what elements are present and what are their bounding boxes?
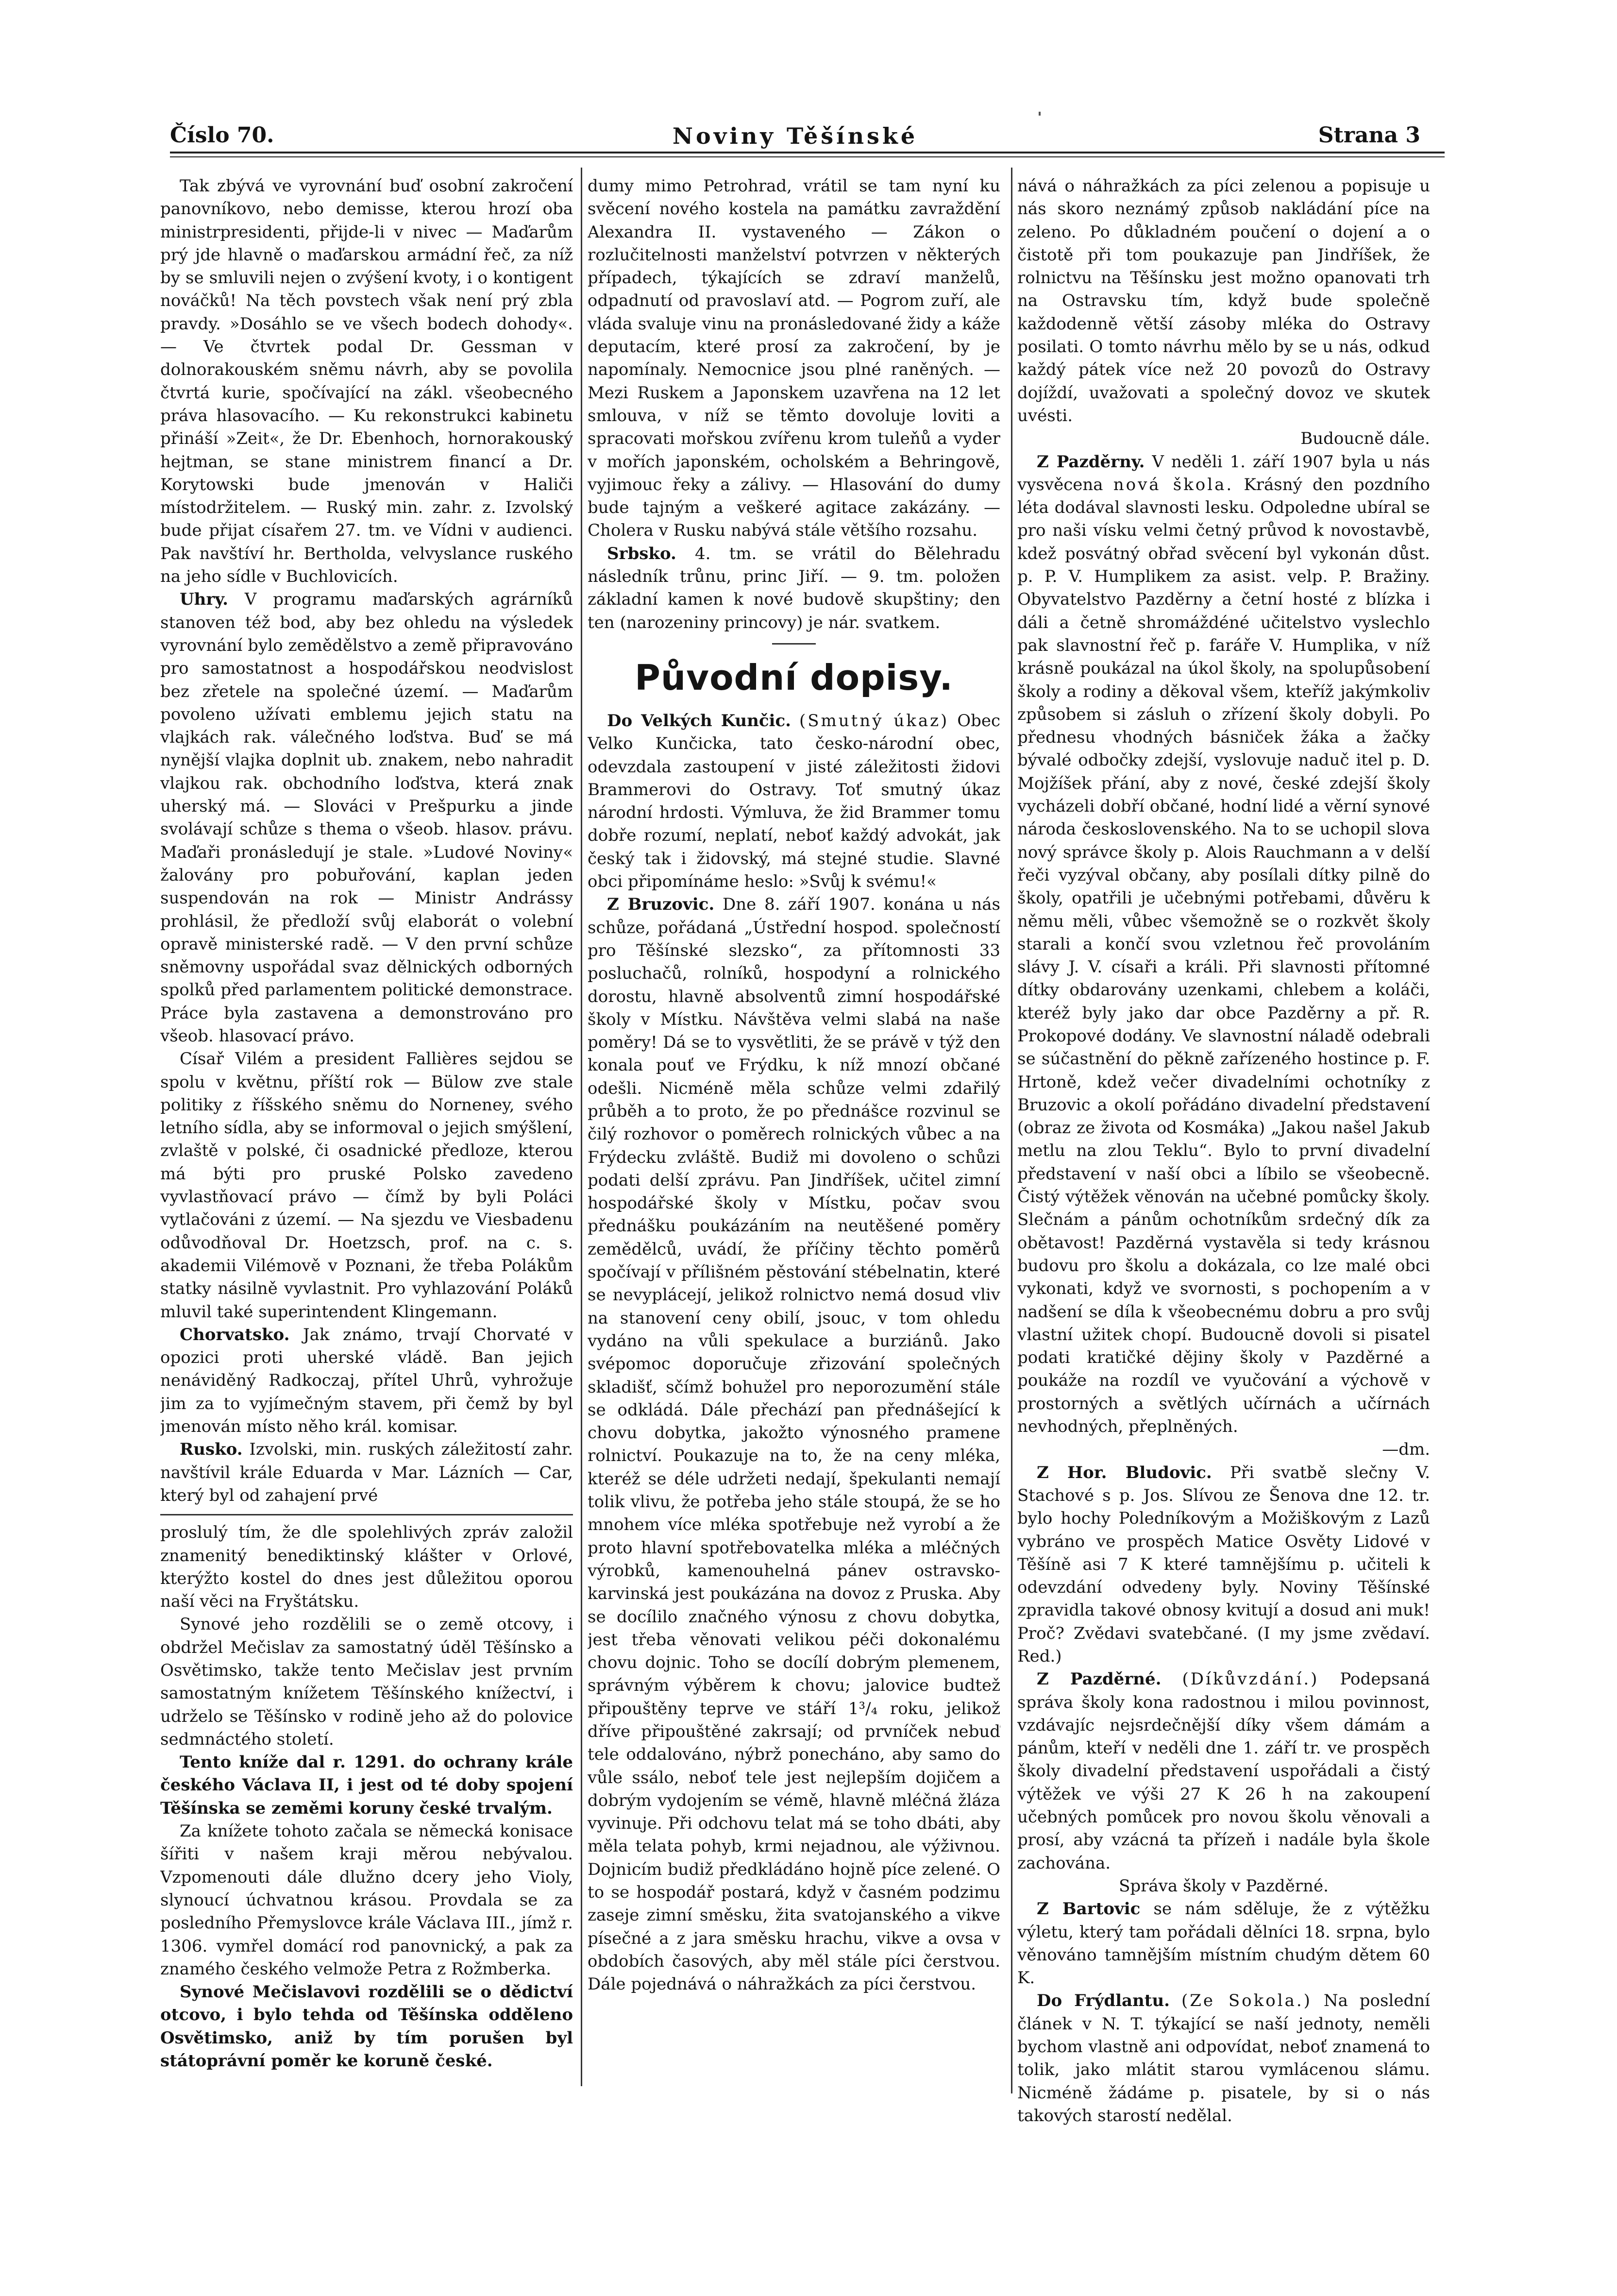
section-title: Původní dopisy. (635, 657, 953, 698)
pazderne-lead: Z Pazděrné. (1037, 1669, 1162, 1689)
column-3 (1017, 175, 1430, 2127)
history-paragraph-bold: Tento kníže dal r. 1291. do ochrany krále českého Václava II, i jest od té doby spojení Těšínska se zeměmi koruny české trvalým. (160, 1752, 573, 1818)
croatia-paragraph (160, 1324, 573, 1438)
bruzovice-paragraph (588, 893, 1000, 1996)
page-number: Strana 3 (1318, 123, 1420, 148)
hungary-text: V programu maďarských agrárníků stanoven též bod, aby bez ohledu na výsledek vyrovnání bylo zemědělstvo a země připravováno pro samostatnost a hospodářskou neodvislost bez zřetele na společné území. — Maďarům povoleno užívati emblemu jejich statu na vlajkách rak. válečného loďstva. Buď se má nynější vlajka doplnit ub. znakem, nebo nahradit vlajkou rak. obchodního loďstva, která znak uherský má. — Slováci v Prešpurku a jinde svolávají schůze s thema o všeob. hlasov. právu. Maďaři pronásledují je stale. »Ludové Noviny« žalovány pro pobuřování, kaplan jeden suspendován na rok — Ministr Andrássy prohlásil, že předloží svůj elaborát o volební opravě ministerské radě. — V den první schůze sněmovny uspořádal svaz dělnických odborných spolků před parlamentem politické demonstrace. Práce byla zastavena a demonstrováno pro všeob. hlasovací právo. (160, 590, 573, 1046)
pazderne-text: Podepsaná správa školy kona radostnou i milou povinnost, vzdávajíc nejsrdečnější díky všem dámám a pánům, kteří v neděli dne 1. září tr. ve prospěch školy divadelní představení uspořádali a čistý výtěžek ve výši 27 K 26 h na zakoupení učebných pomůcek pro novou školu věnovali a prosí, aby vzácná ta přízeň i nadále byla škole zachována. (1017, 1669, 1430, 1873)
hungary-lead: Uhry. (180, 590, 228, 610)
history-paragraph-bold: Synové Mečislavovi rozdělili se o dědictví otcovo, i bylo tehda od Těšínska odděleno Osvětimsko, aniž by tím porušen byl státoprávní poměr ke koruně české. (160, 1982, 573, 2071)
serbia-lead: Srbsko. (607, 544, 676, 563)
pazderny-text-a: V neděli 1. září 1907 byla u nás vysvěcena (1017, 452, 1430, 494)
frydlant-text: Na poslední článek v N. T. týkající se naší jednoty, neměli bychom vlastně ani odpovídat, neboť znamená to tolik, jako mlátit starou vymlácenou slámu. Nicméně žádáme p. pisatele, by si o nás takových starostí nedělal. (1017, 1991, 1430, 2126)
column-divider (1011, 168, 1012, 2093)
pazderne-tag: (Díkůvzdání.) (1182, 1669, 1319, 1689)
header-rule (170, 152, 1445, 153)
column-divider (581, 168, 582, 2086)
politics-paragraph: Tak zbývá ve vyrovnání buď osobní zakročení panovníkovo, nebo demisse, kterou hrozí oba ministrpresidenti, přijde-li v nivec — Maďarům prý jde hlavně o maďarskou armádní řeč, za níž by se smluvili nejen o zvýšení kvoty, i o kontigent nováčků! Na těch povstech však není prý zbla pravdy. »Dosáhlo se ve všech bodech dohody«. — Ve čtvrtek podal Dr. Gessman v dolnorakouském sněmu návrh, aby se povolila čtvrtá kurie, spočívající na zákl. všeobecného práva hlasovacího. — Ku rekonstrukci kabinetu přináší »Zeit«, že Dr. Ebenhoch, hornorakouský hejtman, se stane ministrem financí a Dr. Korytowski bude jmenován v Haliči místodržitelem. — Ruský min. zahr. z. Izvolský bude přijat císařem 27. tm. ve Vídni v audienci. Pak navštíví hr. Bertholda, velvyslance ruského na jeho sídle v Buchlovicích. (160, 176, 573, 587)
section-separator (772, 643, 816, 645)
bruzovice-text: Dne 8. září 1907. konána u nás schůze, pořádaná „Ústřední hospod. společností pro Těšínské slezsko“, za přítomnosti 33 posluchačů, rolníků, hospodyní a rolnického dorostu, hlavně absolventů zimní hospodářské školy v Místku. Návštěva velmi slabá na naše poměry! Dá se to vysvětliti, že se právě v týž den konala pouť ve Frýdku, k níž mnozí občané odešli. Nicméně měla schůze velmi zdařilý průběh a to proto, že po přednášce rozvinul se čilý rozhovor o poměrech rolnických vůbec a na Frýdecku zvláště. Budiž mi dovoleno o schůzi podati delší zprávu. Pan Jindříšek, učitel zimní hospodářské školy v Místku, počav svou přednášku poukázáním na neutěšené poměry zemědělců, uvádí, že příčiny těchto poměrů spočívají v přílišném pěstování stébelnatin, které se nevyplácejí, jelikož rolnictvo nemá dosud vliv na stanovení ceny obilí, jsouc, v tom ohledu vydáno na vůli spekulace a burziánů. Jako svépomoc doporučuje zřizování společných skladišť, sčímž bohužel pro neporozumění stále se odkládá. Dále přechází pan přednášející k chovu dobytka, jakožto výnosného pramene rolnictví. Poukazuje na to, že na ceny mléka, kteréž se déle udržeti nedají, špekulanti nemají tolik vlivu, že potřeba jeho stále stoupá, že se ho mnohem více mléka spotřebuje než vyrobí a že proto hlavní spotřebovatelka mléka a mléčných výrobků, kamenouhelná pánev ostravsko-karvinská jest poukázána na dovoz z Pruska. Aby se docílilo značného výnosu z chovu dobytka, jest třeba věnovati velikou péči dokonalému chovu dojnic. Toho se docílí dobrým plemenem, správným výběrem k chovu; jalovice budtež připouštěny teprve ve stáří 1³/₄ roku, jelikož dříve připouštěné zakrsají; od prvníček nebuď tele oddalováno, nýbrž ponecháno, aby samo do vůle ssálo, neboť tele jest nejlepším dojičem a dobrým vydojením se vémě, hlavně mléčná žláza vyvinuje. Při odchovu telat má se toho dbáti, aby měla telata pohyb, krmi nejadnou, ale výživnou. Dojnicím budiž předkládáno hojně píce zelené. O to se hospodář postará, když v časném podzimu zaseje zimní směsku, žita svatojanského a vikve písečné a z jara směsku hrachu, vikve a ovsa v obdobích časových, aby měl stále píci čerstvou. Dále pojednává o náhražkách za píci čerstvou. (588, 895, 1000, 1994)
serbia-paragraph (588, 543, 1000, 634)
bludovic-text: Při svatbě slečny V. Stachové s p. Jos. Slívou ze Šenova dne 12. tr. bylo hochy Poledníkovým a Možiškovým z Lazů vybráno ve prospěch Matice Osvěty Lidové v Těšíně asi 7 K které tamnějšímu p. učiteli k odevzdání odvedeny byly. Noviny Těšínské zpravidla takové obnosy kvitují a dosud ani muk! Proč? Zvědavi svatebčané. (I my jsme zvědaví. Red.) (1017, 1463, 1430, 1666)
pazderny-text-c: Krásný den pozdního léta dodával slavnosti lesku. Odpoledne ubíral se pro naši vísku velmi četný průvod k novostavbě, kdež posvátný obřad svěcení byl vykonán důst. p. P. V. Humplikem za asist. velp. P. Bražiny. Obyvatelstvo Pazděrny a četní hosté z blízka i dáli a četně shromáždéné učitelstvo vyslechlo pak slavnostní řeč p. faráře V. Humplika, v níž krásně poukázal na úkol školy, na spolupůsobení školy a rodiny a děkoval všem, kteříž jakýmkoliv způsobem si zásluh o zřízení školy dobyli. Po přednesu vhodných básniček žáka a žačky bývalé odbočky zdejší, vyslovuje naduč itel p. D. Mojžíšek přání, aby z nové, české zdejší školy vycházeli dobří občané, hodní lidé a věrní synové národa československého. Na to se uchopil slova nový správce školy p. Alois Rauchmann a v delší řeči vyzýval občany, aby posílali dítky pilně do školy, opatřili je učebnými potřebami, důvěru k němu měli, vůbec všemožně se o rozkvět školy starali a končí svou vzletnou řeč provoláním slávy J. V. císaři a králi. Při slavnosti přítomné dítky obdarovány uzenkami, chlebem a koláči, kteréž byly jako dar obce Pazděrny a př. R. Prokopové dodány. Ve slavnostní náladě odebrali se súčastnění do pěkně zařízeného hostince p. F. Hrtoně, kdež večer divadelními ochotníky z Bruzovic a okolí pořádáno divadelní představení (obraz ze života od Kosmáka) „Jakou našel Jakub metlu na zlou Teklu“. Bylo to první divadelní představení v naší obci a líbilo se všeobecně. Čistý výtěžek věnován na učebné pomůcky školy. Slečnám a pánům ochotníkům srdečný dík za obětavost! Pazděrná vystavěla si tedy krásnou budovu pro školu a dokázala, co lze malé obci vykonati, když ve svornosti, s pochopením a v nadšení se díla k všeobecnému dobru a pro svůj vlastní užitek chopí. Budoucně dovoli si pisatel podati kratičké dějiny školy v Pazděrné a poukáže na rozdíl ve vyučování a výchově v prostorných a světlých učírnách a učírnách nevhodných, přeplněných. (1017, 475, 1430, 1437)
hungary-paragraph (160, 588, 573, 1048)
frydlant-lead: Do Frýdlantu. (1037, 1991, 1170, 2011)
pazderne-thanks-paragraph (1017, 1668, 1430, 1875)
history-paragraph: Synové jeho rozdělili se o země otcovy, i obdržel Mečislav za samostatný úděl Těšínsko a Osvětimsko, takže tento Mečislav jest prvním samostatným knížetem Těšínského knížectví, i udrželo se Těšínsko v rodině jeho až do polovice sedmnáctého století. (160, 1615, 573, 1749)
frydlant-tag: (Ze Sokola.) (1181, 1991, 1312, 2011)
page-header (170, 119, 1420, 153)
header-rule-thin (170, 156, 1445, 157)
serbia-text: 4. tm. se vrátil do Bělehradu následník trůnu, princ Jiří. — 9. tm. položen základní kamen k nové budově skupštiny; den ten (narozeniny princovy) je nár. svatkem. (588, 544, 1000, 632)
pazderny-school-paragraph (1017, 451, 1430, 1439)
history-paragraph: Za knížete tohoto začala se německá konisace šířiti v našem kraji měrou nebývalou. Vzpomenouti dále dlužno dcery jeho Violy, slynoucí úchvatnou krásou. Provdala se za posledního Přemyslovce krále Václava III., jímž r. 1306. vymřel domácí rod panovnický, a pak za znamého českého velmože Petra z Rožmberka. (160, 1821, 573, 1979)
bruzovice-lead: Z Bruzovic. (607, 895, 715, 915)
wilhelm-paragraph: Císař Vilém a president Fallières sejdou se spolu v květnu, příští rok — Bülow zve stale politiky z říšského sněmu do Norneney, svého letního sídla, aby se informoval o jejich smýšlení, zvlaště v polské, či osadnické předloze, kterou má býti pro pruské Polsko zavedeno vyvlastňovací právo — čímž by byli Poláci vytlačováni z území. — Na sjezdu ve Viesbadenu odůvodňoval Dr. Hoetzsch, prof. na c. s. akademii Vilémově v Poznani, že třeba Polákům statky násilně vyvlastnit. Pro vyhlazování Poláků mluvil také superintendent Klingemann. (160, 1049, 573, 1322)
croatia-text: Jak známo, trvají Chorvaté v opozici proti uherské vládě. Ban jejich nenáviděný Radkoczaj, přítel Uhrů, vyhrožuje jim za to vyjímečným stavem, při čemž by byl jmenován místo něho král. komisar. (160, 1325, 573, 1437)
russia-paragraph (160, 1438, 573, 1507)
print-speck (1039, 112, 1041, 116)
history-paragraph: proslulý tím, že dle spolehlivých zpráv založil znamenitý benediktinský klášter v Orlové, kterýžto kostel do dnes jest důležitou oporou naší věci na Fryštátsku. (160, 1523, 573, 1612)
bludovic-paragraph (1017, 1462, 1430, 1668)
bartovic-paragraph (1017, 1898, 1430, 1990)
russia-lead: Rusko. (180, 1440, 243, 1460)
feuilleton-rule (160, 1514, 573, 1515)
frydlant-paragraph (1017, 1990, 1430, 2127)
kuncice-text: Obec Velko Kunčicka, tato česko-národní obec, odevzdala zastoupení v jisté záležitosti židovi Brammerovi do Ostravy. Toť smutný úkaz národní hrdosti. Výmluva, že žid Brammer tomu dobře rozumí, neplatí, neboť každý advokát, jak český tak i židovský, má stejné studie. Slavné obci připomínáme heslo: »Svůj k svému!« (588, 711, 1000, 892)
column-2 (588, 175, 1000, 1996)
pazderny-signature: —dm. (1382, 1440, 1430, 1460)
bruzovice-signature: Budoucně dále. (1300, 429, 1430, 449)
kuncice-paragraph (588, 710, 1000, 893)
bartovic-text: se nám sděluje, že z výtěžku výletu, který tam pořádali dělníci 18. srpna, bylo věnováno tamnějším místním chudým dětem 60 K. (1017, 1899, 1430, 1988)
pazderny-text-b: nová škola. (1113, 475, 1234, 494)
russia-continued-paragraph: dumy mimo Petrohrad, vrátil se tam nyní ku svěcení nového kostela na památku zavraždění Alexandra II. vystaveného — Zákon o rozlučitelnosti manželství potvrzen v některých případech, týkajících se zdraví manželů, odpadnutí od pravoslaví atd. — Pogrom zuří, ale vláda svaluje vinu na pronásledované židy a káže deputacím, které prosí za zakročení, by je napomínaly. Nemocnice jsou plné raněných. — Mezi Ruskem a Japonskem uzavřena na 12 let smlouva, v níž se těmto dovoluje loviti a spracovati mořskou zvířenu krom tuleňů a vyder v mořích japonském, ocholském a Behringově, vyjimouc řeky a zálivy. — Hlasování do dumy bude tajným a veškeré agitace zakázány. — Cholera v Rusku nabývá stále většího rozsahu. (588, 176, 1000, 541)
bartovic-lead: Z Bartovic (1037, 1899, 1141, 1919)
issue-number: Číslo 70. (170, 123, 274, 148)
bruzovice-continued-paragraph: nává o náhražkách za píci zelenou a popisuje u nás skoro neznámý způsob nakládání píce na zeleno. Po důkladném poučení o dojení a o čistotě při tom poukazuje pan Jindříšek, že rolnictvu na Těšínsku jest možno opanovati trh na Ostravsku tím, když bude společně každodenně větší zásoby mléka do Ostravy posilati. O tomto návrhu mělo by se u nás, odkud každý pátek více než 20 povozů do Ostravy dojíždí, uvažovati a společný dovoz ve skutek uvésti. (1017, 176, 1430, 425)
kuncice-lead: Do Velkých Kunčic. (607, 711, 792, 731)
column-1 (160, 175, 573, 2073)
pazderne-signature: Správa školy v Pazděrné. (1119, 1876, 1329, 1896)
bludovic-lead: Z Hor. Bludovic. (1037, 1463, 1212, 1482)
russia-text: Izvolski, min. ruských záležitostí zahr. navštívil krále Eduarda v Mar. Lázních — Car, který byl od zahajení prvé (160, 1440, 573, 1505)
pazderny-lead: Z Pazděrny. (1037, 452, 1145, 472)
kuncice-tag: (Smutný úkaz) (799, 711, 949, 731)
croatia-lead: Chorvatsko. (180, 1325, 290, 1344)
newspaper-title: Noviny Těšínské (672, 123, 918, 149)
